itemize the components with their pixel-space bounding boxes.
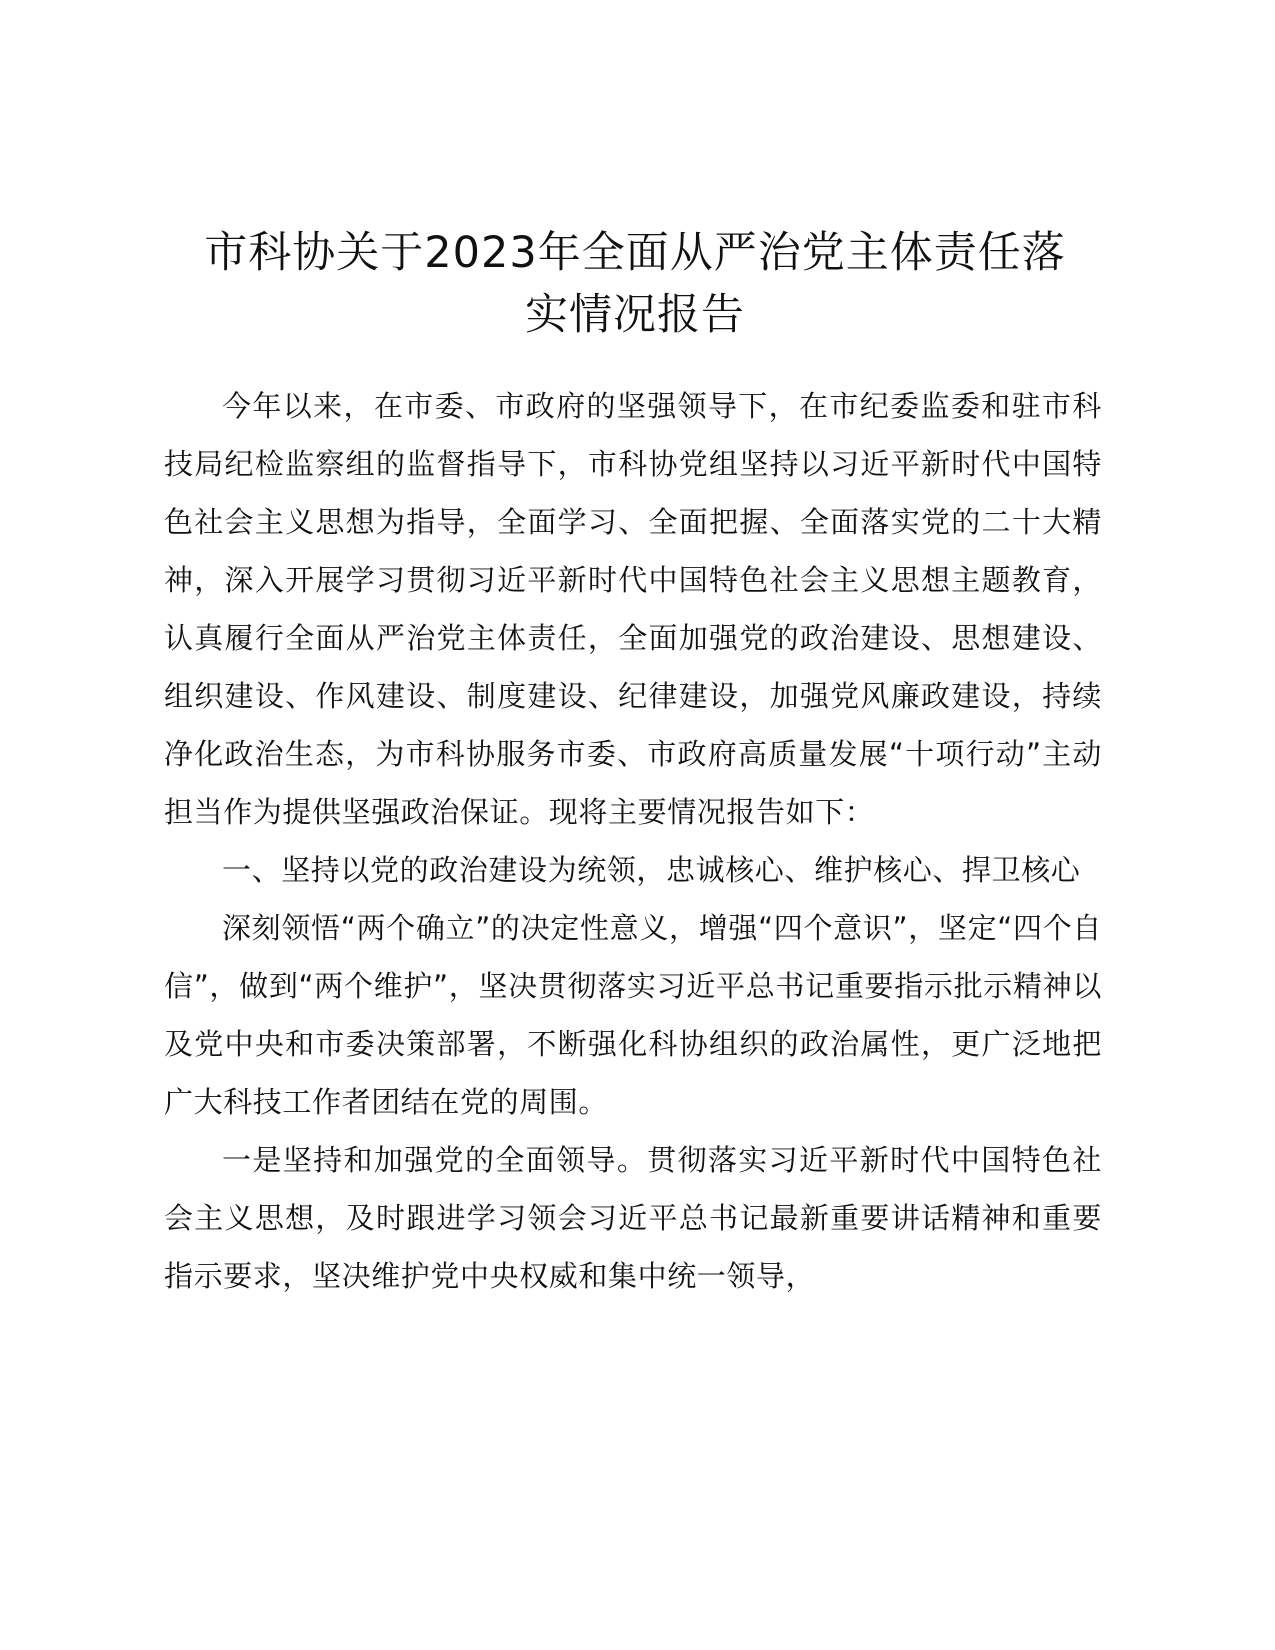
document-title <box>160 222 1110 346</box>
title-line-2: 实情况报告 <box>525 290 745 340</box>
intro-paragraph: 今年以来，在市委、市政府的坚强领导下，在市纪委监委和驻市科技局纪检监察组的监督指导下，市科协党组坚持以习近平新时代中国特色社会主义思想为指导，全面学习、全面把握、全面落实党的二十大精神，深入开展学习贯彻习近平新时代中国特色社会主义思想主题教育，认真履行全面从严治党主体责任，全面加强党的政治建设、思想建设、组织建设、作风建设、制度建设、纪律建设，加强党风廉政建设，持续净化政治生态，为市科协服务市委、市政府高质量发展“十项行动”主动担当作为提供坚强政治保证。现将主要情况报告如下： <box>164 389 1102 829</box>
title-line-1: 市科协关于2023年全面从严治党主体责任落 <box>204 228 1066 278</box>
document-body <box>164 377 1102 1305</box>
section-1-paragraph: 深刻领悟“两个确立”的决定性意义，增强“四个意识”，坚定“四个自信”，做到“两个维护”，坚决贯彻落实习近平总书记重要指示批示精神以及党中央和市委决策部署，不断强化科协组织的政治属性，更广泛地把广大科技工作者团结在党的周围。 <box>164 911 1102 1119</box>
section-heading-1: 一、坚持以党的政治建设为统领，忠诚核心、维护核心、捍卫核心 <box>222 853 1081 887</box>
section-1-point-1-paragraph: 一是坚持和加强党的全面领导。贯彻落实习近平新时代中国特色社会主义思想，及时跟进学习领会习近平总书记最新重要讲话精神和重要指示要求，坚决维护党中央权威和集中统一领导， <box>164 1143 1102 1293</box>
